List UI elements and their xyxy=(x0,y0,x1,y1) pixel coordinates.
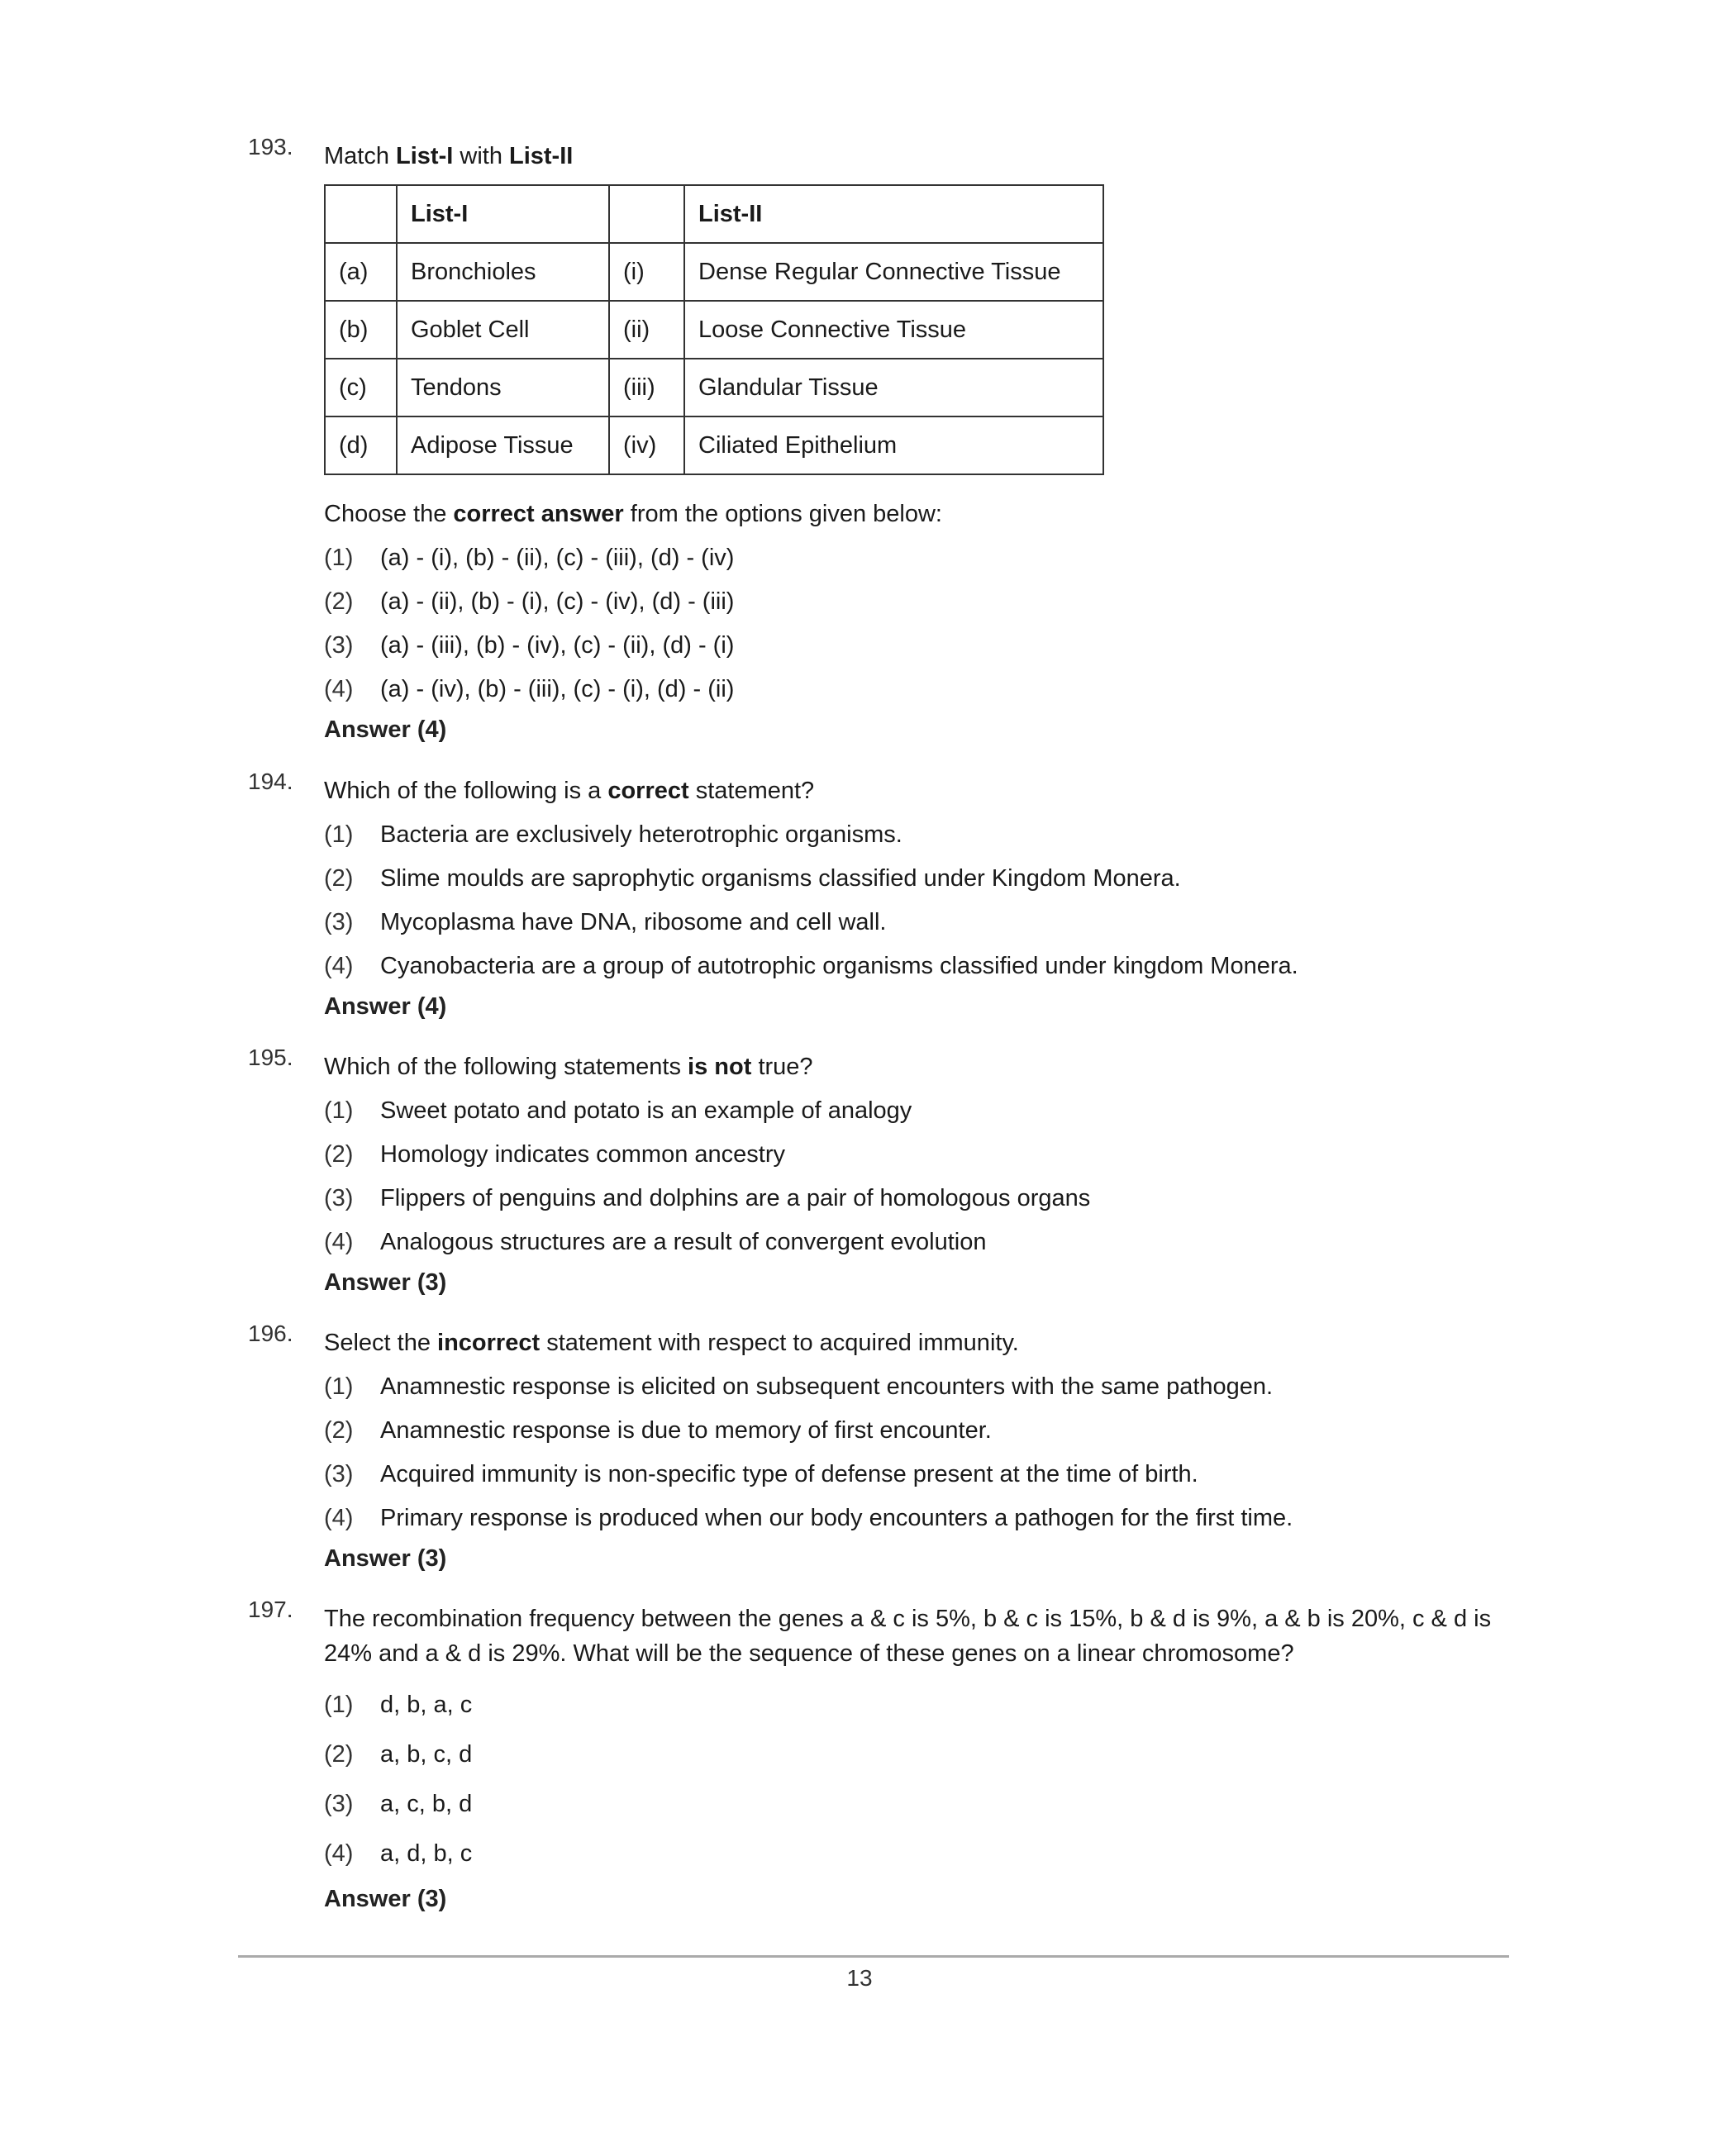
instruction-text: from the options given below: xyxy=(623,501,942,527)
option-number: (3) xyxy=(324,1185,354,1211)
option-number: (1) xyxy=(324,545,354,571)
option-text: (a) - (ii), (b) - (i), (c) - (iv), (d) - (iii) xyxy=(380,588,735,615)
option-number: (4) xyxy=(324,1505,354,1531)
match-table-header xyxy=(325,185,1103,243)
list2-item: Loose Connective Tissue xyxy=(684,301,1103,359)
option-text: Bacteria are exclusively heterotrophic organisms. xyxy=(380,821,902,848)
instruction-bold: correct answer xyxy=(453,501,624,527)
page-number: 13 xyxy=(846,1965,873,1991)
option-text: Slime moulds are saprophytic organisms classified under Kingdom Monera. xyxy=(380,865,1181,892)
list2-label: (ii) xyxy=(609,301,684,359)
list1-item: Adipose Tissue xyxy=(397,416,609,474)
option-number: (1) xyxy=(324,821,354,848)
prompt-text: statement? xyxy=(688,778,815,804)
instruction-text: Choose the xyxy=(324,501,454,527)
option-text: (a) - (iii), (b) - (iv), (c) - (ii), (d) - (i) xyxy=(380,632,735,659)
question-prompt xyxy=(324,1325,1517,1360)
option-text: a, b, c, d xyxy=(380,1741,473,1768)
question-prompt: The recombination frequency between the genes a & c is 5%, b & c is 15%, b & d is 9%, a & b is 20%, c & d is 24% and a & d is 29%. What will be the sequence of these genes on a linear chromosome? xyxy=(324,1606,1492,1667)
question-prompt xyxy=(324,773,1517,808)
prompt-bold: correct xyxy=(607,778,689,804)
header-list-2: List-II xyxy=(684,185,1103,243)
option-number: (3) xyxy=(324,1791,354,1817)
option-text: Homology indicates common ancestry xyxy=(380,1141,785,1168)
option-number: (2) xyxy=(324,1417,354,1444)
option-text: a, d, b, c xyxy=(380,1840,473,1867)
prompt-bold: List-II xyxy=(509,143,574,169)
table-row xyxy=(325,359,1103,416)
option-text: Sweet potato and potato is an example of analogy xyxy=(380,1097,912,1124)
list2-label: (iii) xyxy=(609,359,684,416)
option-number: (2) xyxy=(324,865,354,892)
prompt-text: Which of the following is a xyxy=(324,778,608,804)
question-number: 193. xyxy=(248,134,293,159)
prompt-text: true? xyxy=(751,1054,813,1080)
footer-divider xyxy=(238,1955,1509,1958)
option-text: (a) - (i), (b) - (ii), (c) - (iii), (d) - (iv) xyxy=(380,545,735,571)
list1-label: (b) xyxy=(325,301,397,359)
option-text: Primary response is produced when our body encounters a pathogen for the first time. xyxy=(380,1505,1293,1531)
table-row xyxy=(325,416,1103,474)
list1-label: (d) xyxy=(325,416,397,474)
choose-instruction xyxy=(324,497,1517,531)
option-number: (4) xyxy=(324,676,354,702)
option-text: Acquired immunity is non-specific type of defense present at the time of birth. xyxy=(380,1461,1198,1487)
option-number: (3) xyxy=(324,909,354,935)
list2-label: (i) xyxy=(609,243,684,301)
question-number: 197. xyxy=(248,1597,293,1622)
list1-label: (c) xyxy=(325,359,397,416)
list1-item: Tendons xyxy=(397,359,609,416)
list2-item: Dense Regular Connective Tissue xyxy=(684,243,1103,301)
answer-label: Answer (3) xyxy=(324,1886,447,1912)
option-number: (3) xyxy=(324,1461,354,1487)
question-number: 196. xyxy=(248,1321,293,1346)
question-number: 195. xyxy=(248,1045,293,1070)
option-number: (4) xyxy=(324,1840,354,1867)
option-number: (3) xyxy=(324,632,354,659)
option-number: (1) xyxy=(324,1097,354,1124)
option-number: (4) xyxy=(324,1229,354,1255)
question-number: 194. xyxy=(248,769,293,794)
prompt-text: Match xyxy=(324,143,397,169)
header-blank xyxy=(325,185,397,243)
answer-label: Answer (4) xyxy=(324,993,447,1020)
option-number: (2) xyxy=(324,1741,354,1768)
list1-item: Bronchioles xyxy=(397,243,609,301)
prompt-bold: incorrect xyxy=(437,1330,541,1356)
option-number: (1) xyxy=(324,1692,354,1718)
header-blank xyxy=(609,185,684,243)
list2-label: (iv) xyxy=(609,416,684,474)
prompt-text: statement with respect to acquired immunity. xyxy=(540,1330,1019,1356)
list2-item: Ciliated Epithelium xyxy=(684,416,1103,474)
list2-item: Glandular Tissue xyxy=(684,359,1103,416)
option-text: a, c, b, d xyxy=(380,1791,473,1817)
option-text: Anamnestic response is due to memory of first encounter. xyxy=(380,1417,992,1444)
question-prompt xyxy=(324,139,1517,174)
option-text: Flippers of penguins and dolphins are a pair of homologous organs xyxy=(380,1185,1091,1211)
option-number: (2) xyxy=(324,588,354,615)
option-text: Analogous structures are a result of convergent evolution xyxy=(380,1229,987,1255)
option-text: Mycoplasma have DNA, ribosome and cell wall. xyxy=(380,909,887,935)
table-row xyxy=(325,301,1103,359)
option-text: Cyanobacteria are a group of autotrophic organisms classified under kingdom Monera. xyxy=(380,953,1298,979)
option-text: (a) - (iv), (b) - (iii), (c) - (i), (d) - (ii) xyxy=(380,676,735,702)
list1-label: (a) xyxy=(325,243,397,301)
answer-label: Answer (3) xyxy=(324,1545,447,1572)
option-number: (4) xyxy=(324,953,354,979)
question-prompt xyxy=(324,1049,1517,1084)
prompt-bold: is not xyxy=(688,1054,752,1080)
prompt-text: Select the xyxy=(324,1330,438,1356)
table-row xyxy=(325,243,1103,301)
option-number: (1) xyxy=(324,1373,354,1400)
list1-item: Goblet Cell xyxy=(397,301,609,359)
prompt-text: with xyxy=(453,143,509,169)
option-number: (2) xyxy=(324,1141,354,1168)
prompt-text: Which of the following statements xyxy=(324,1054,688,1080)
option-text: d, b, a, c xyxy=(380,1692,473,1718)
prompt-bold: List-I xyxy=(396,143,454,169)
option-text: Anamnestic response is elicited on subsequent encounters with the same pathogen. xyxy=(380,1373,1274,1400)
answer-label: Answer (3) xyxy=(324,1269,447,1296)
header-list-1: List-I xyxy=(397,185,609,243)
match-table xyxy=(324,184,1104,475)
answer-label: Answer (4) xyxy=(324,716,447,743)
